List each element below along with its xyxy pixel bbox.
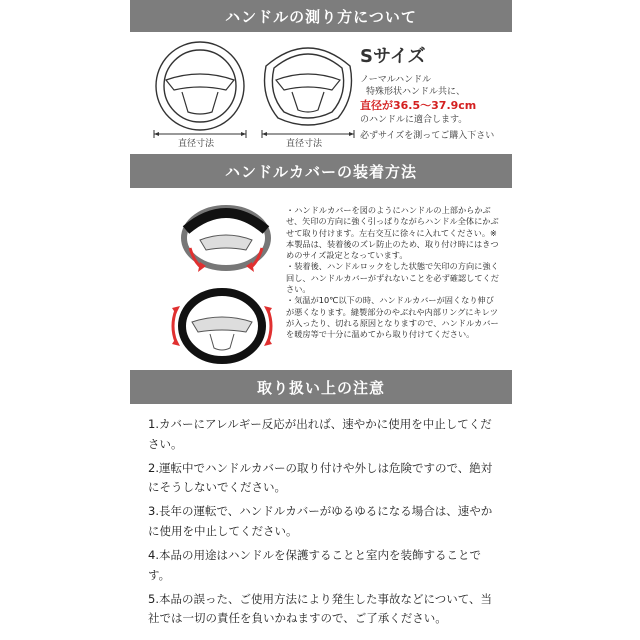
install-diagram-top bbox=[178, 200, 274, 280]
install-instructions bbox=[286, 205, 502, 341]
spec-line-4: 必ずサイズを測ってご購入下さい bbox=[360, 131, 495, 141]
caution-item: 5.本品の誤った、ご使用方法により発生した事故などについて、当社では一切の責任を負いかねますので、ご了承ください。 bbox=[148, 591, 493, 626]
section-header-caution: 取り扱い上の注意 bbox=[130, 370, 512, 404]
caution-list bbox=[148, 415, 498, 633]
spec-line-3: のハンドルに適合します。 bbox=[360, 115, 468, 125]
steering-wheel-diagram-left bbox=[148, 36, 252, 144]
spec-line-2: 特殊形状ハンドル共に、 bbox=[366, 87, 466, 97]
install-diagram-bottom bbox=[166, 284, 276, 368]
dimension-label-right: 直径寸法 bbox=[286, 139, 323, 149]
instruction-item: ・装着後、ハンドルロックをした状態で矢印の方向に強く回し、ハンドルカバーがずれないことを必ず確認してください。 bbox=[286, 261, 499, 295]
instruction-item: ・ハンドルカバーを図のようにハンドルの上部からかぶせ、矢印の方向に強く引っぱりながらハンドル全体にかぶせて取り付けます。左右交互に徐々に入れてください。※本製品は、装着後のズレ防止のため、取り付け時にはきつめのサイズ設定となっています。 bbox=[286, 205, 499, 261]
caution-item: 4.本品の用途はハンドルを保護することと室内を装飾することです。 bbox=[148, 548, 481, 582]
dimension-label-left: 直径寸法 bbox=[178, 139, 215, 149]
size-title: Sサイズ bbox=[360, 46, 426, 67]
instruction-item: ・気温が10℃以下の時、ハンドルカバーが固くなり伸びが悪くなります。縫製部分のやぶれや内部リングにキレツが入ったり、切れる原因となりますので、ハンドルカバーを暖房等で十分に温めてから取り付けてください。 bbox=[286, 295, 499, 340]
steering-wheel-diagram-right bbox=[256, 36, 360, 144]
caution-item: 2.運転中でハンドルカバーの取り付けや外しは危険ですので、絶対にそうしないでください。 bbox=[148, 460, 493, 495]
caution-item: 3.長年の運転で、ハンドルカバーがゆるゆるになる場合は、速やかに使用を中止してください。 bbox=[148, 504, 493, 538]
spec-line-1: ノーマルハンドル bbox=[360, 75, 432, 85]
section-header-measure: ハンドルの測り方について bbox=[130, 0, 512, 32]
section-header-install: ハンドルカバーの装着方法 bbox=[130, 154, 512, 188]
spec-diameter: 直径が36.5〜37.9cm bbox=[360, 99, 477, 112]
caution-item: 1.カバーにアレルギー反応が出れば、速やかに使用を中止してください。 bbox=[148, 417, 492, 451]
